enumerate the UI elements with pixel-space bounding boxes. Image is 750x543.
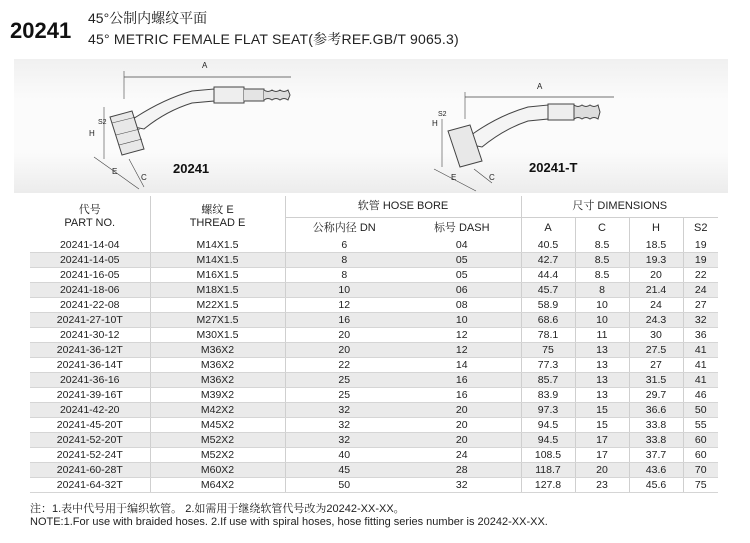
cell-dn: 32	[285, 418, 403, 433]
dim-c-right: C	[489, 173, 495, 182]
cell-dn: 32	[285, 403, 403, 418]
cell-dash: 04	[403, 238, 521, 253]
cell-thread: M52X2	[150, 448, 285, 463]
specification-table	[30, 196, 718, 493]
part-code: 20241	[10, 18, 72, 43]
header-thread-cn: 螺纹 E	[201, 204, 234, 216]
header-part-cn: 代号	[78, 204, 101, 216]
cell-part: 20241-36-16	[30, 373, 150, 388]
cell-dash: 14	[403, 358, 521, 373]
diagram-label-right: 20241-T	[529, 160, 578, 175]
cell-part: 20241-27-10T	[30, 313, 150, 328]
fitting-20241-T-drawing	[434, 92, 614, 191]
cell-dn: 10	[285, 283, 403, 298]
cell-s2: 46	[683, 388, 718, 403]
cell-thread: M27X1.5	[150, 313, 285, 328]
cell-c: 13	[575, 373, 629, 388]
header-h: H	[629, 218, 683, 239]
cell-dash: 20	[403, 418, 521, 433]
dim-h-left: H	[89, 129, 95, 138]
dim-e-right: E	[451, 173, 457, 182]
cell-a: 40.5	[521, 238, 575, 253]
cell-a: 94.5	[521, 433, 575, 448]
cell-part: 20241-36-14T	[30, 358, 150, 373]
cell-c: 11	[575, 328, 629, 343]
cell-part: 20241-42-20	[30, 403, 150, 418]
header-dn: 公称内径 DN	[285, 218, 403, 239]
cell-dash: 28	[403, 463, 521, 478]
cell-c: 20	[575, 463, 629, 478]
dim-s2-right: S2	[438, 111, 447, 118]
cell-dash: 20	[403, 403, 521, 418]
cell-thread: M39X2	[150, 388, 285, 403]
header-hose-bore: 软管 HOSE BORE	[285, 196, 521, 218]
cell-s2: 22	[683, 268, 718, 283]
cell-dash: 05	[403, 253, 521, 268]
cell-a: 45.7	[521, 283, 575, 298]
cell-thread: M18X1.5	[150, 283, 285, 298]
cell-thread: M42X2	[150, 403, 285, 418]
diagram-panel	[14, 59, 728, 193]
dim-s2-left: S2	[98, 119, 107, 126]
header-part	[30, 196, 150, 238]
cell-c: 10	[575, 298, 629, 313]
cell-c: 13	[575, 343, 629, 358]
cell-part: 20241-64-32T	[30, 478, 150, 493]
table-row	[30, 418, 718, 433]
cell-dn: 12	[285, 298, 403, 313]
table-row	[30, 328, 718, 343]
cell-h: 37.7	[629, 448, 683, 463]
cell-c: 15	[575, 418, 629, 433]
cell-c: 13	[575, 388, 629, 403]
table-row	[30, 433, 718, 448]
table-row	[30, 298, 718, 313]
cell-part: 20241-18-06	[30, 283, 150, 298]
cell-h: 21.4	[629, 283, 683, 298]
cell-c: 13	[575, 358, 629, 373]
cell-a: 85.7	[521, 373, 575, 388]
header-part-en: PART NO.	[64, 217, 116, 229]
cell-dash: 08	[403, 298, 521, 313]
cell-dn: 20	[285, 328, 403, 343]
cell-s2: 32	[683, 313, 718, 328]
cell-a: 68.6	[521, 313, 575, 328]
cell-c: 10	[575, 313, 629, 328]
cell-thread: M14X1.5	[150, 238, 285, 253]
cell-h: 45.6	[629, 478, 683, 493]
cell-dn: 45	[285, 463, 403, 478]
header-thread	[150, 196, 285, 238]
cell-a: 44.4	[521, 268, 575, 283]
table-row	[30, 358, 718, 373]
cell-part: 20241-16-05	[30, 268, 150, 283]
cell-part: 20241-36-12T	[30, 343, 150, 358]
cell-h: 30	[629, 328, 683, 343]
cell-a: 127.8	[521, 478, 575, 493]
cell-part: 20241-45-20T	[30, 418, 150, 433]
cell-part: 20241-60-28T	[30, 463, 150, 478]
cell-h: 18.5	[629, 238, 683, 253]
cell-dn: 20	[285, 343, 403, 358]
cell-c: 8.5	[575, 268, 629, 283]
cell-s2: 41	[683, 373, 718, 388]
cell-s2: 41	[683, 343, 718, 358]
cell-h: 27	[629, 358, 683, 373]
cell-dn: 8	[285, 268, 403, 283]
cell-s2: 50	[683, 403, 718, 418]
cell-c: 8	[575, 283, 629, 298]
table-row	[30, 448, 718, 463]
cell-s2: 41	[683, 358, 718, 373]
cell-part: 20241-14-05	[30, 253, 150, 268]
header-dimensions: 尺寸 DIMENSIONS	[521, 196, 718, 218]
cell-dn: 50	[285, 478, 403, 493]
cell-thread: M60X2	[150, 463, 285, 478]
table-row	[30, 238, 718, 253]
cell-s2: 60	[683, 433, 718, 448]
header-c: C	[575, 218, 629, 239]
cell-dash: 12	[403, 328, 521, 343]
cell-s2: 36	[683, 328, 718, 343]
cell-h: 19.3	[629, 253, 683, 268]
cell-dash: 20	[403, 433, 521, 448]
header-thread-en: THREAD E	[189, 217, 246, 229]
cell-h: 29.7	[629, 388, 683, 403]
cell-a: 75	[521, 343, 575, 358]
fitting-drawings	[14, 59, 728, 193]
cell-c: 17	[575, 433, 629, 448]
table-row	[30, 313, 718, 328]
cell-thread: M36X2	[150, 358, 285, 373]
dim-e-left: E	[112, 167, 118, 176]
cell-a: 58.9	[521, 298, 575, 313]
title-chinese: 45°公制内螺纹平面	[88, 10, 208, 26]
cell-h: 43.6	[629, 463, 683, 478]
cell-dash: 16	[403, 373, 521, 388]
cell-h: 20	[629, 268, 683, 283]
table-row	[30, 478, 718, 493]
dim-a-left: A	[202, 61, 208, 70]
cell-h: 36.6	[629, 403, 683, 418]
cell-thread: M36X2	[150, 343, 285, 358]
cell-s2: 19	[683, 238, 718, 253]
cell-h: 24.3	[629, 313, 683, 328]
cell-dn: 40	[285, 448, 403, 463]
table-row	[30, 403, 718, 418]
diagram-label-left: 20241	[173, 161, 210, 176]
cell-dash: 24	[403, 448, 521, 463]
cell-s2: 19	[683, 253, 718, 268]
cell-dash: 16	[403, 388, 521, 403]
cell-dash: 32	[403, 478, 521, 493]
header-s2: S2	[683, 218, 718, 239]
header-a: A	[521, 218, 575, 239]
cell-dn: 25	[285, 373, 403, 388]
dim-h-right: H	[432, 119, 438, 128]
note-english: NOTE:1.For use with braided hoses. 2.If use with spiral hoses, hose fitting series number is 20242-XX-XX.	[30, 516, 548, 528]
table-row	[30, 388, 718, 403]
cell-thread: M30X1.5	[150, 328, 285, 343]
cell-h: 24	[629, 298, 683, 313]
table-row	[30, 343, 718, 358]
cell-dn: 25	[285, 388, 403, 403]
cell-part: 20241-14-04	[30, 238, 150, 253]
cell-dash: 05	[403, 268, 521, 283]
note-chinese: 注：1.表中代号用于编织软管。 2.如需用于继绕软管代号改为20242-XX-XX。	[30, 503, 405, 515]
cell-h: 31.5	[629, 373, 683, 388]
cell-dash: 10	[403, 313, 521, 328]
cell-dn: 22	[285, 358, 403, 373]
cell-dn: 8	[285, 253, 403, 268]
header-dash: 标号 DASH	[433, 221, 490, 234]
cell-s2: 60	[683, 448, 718, 463]
dim-c-left: C	[141, 173, 147, 182]
cell-c: 8.5	[575, 253, 629, 268]
cell-dn: 32	[285, 433, 403, 448]
cell-a: 108.5	[521, 448, 575, 463]
cell-c: 8.5	[575, 238, 629, 253]
cell-thread: M14X1.5	[150, 253, 285, 268]
cell-dash: 12	[403, 343, 521, 358]
table-row	[30, 463, 718, 478]
cell-part: 20241-30-12	[30, 328, 150, 343]
cell-part: 20241-52-24T	[30, 448, 150, 463]
cell-s2: 75	[683, 478, 718, 493]
cell-thread: M36X2	[150, 373, 285, 388]
cell-dn: 16	[285, 313, 403, 328]
cell-a: 77.3	[521, 358, 575, 373]
cell-a: 97.3	[521, 403, 575, 418]
cell-thread: M22X1.5	[150, 298, 285, 313]
cell-a: 83.9	[521, 388, 575, 403]
cell-thread: M45X2	[150, 418, 285, 433]
cell-dn: 6	[285, 238, 403, 253]
cell-a: 78.1	[521, 328, 575, 343]
cell-dash: 06	[403, 283, 521, 298]
cell-c: 17	[575, 448, 629, 463]
table-row	[30, 373, 718, 388]
cell-h: 33.8	[629, 433, 683, 448]
title-english: 45° METRIC FEMALE FLAT SEAT(参考REF.GB/T 9065.3)	[88, 31, 459, 47]
cell-h: 27.5	[629, 343, 683, 358]
cell-s2: 70	[683, 463, 718, 478]
cell-c: 23	[575, 478, 629, 493]
cell-a: 42.7	[521, 253, 575, 268]
cell-part: 20241-39-16T	[30, 388, 150, 403]
cell-s2: 55	[683, 418, 718, 433]
cell-s2: 24	[683, 283, 718, 298]
cell-thread: M52X2	[150, 433, 285, 448]
cell-part: 20241-22-08	[30, 298, 150, 313]
table-row	[30, 283, 718, 298]
cell-s2: 27	[683, 298, 718, 313]
cell-a: 118.7	[521, 463, 575, 478]
table-body	[30, 238, 718, 493]
cell-h: 33.8	[629, 418, 683, 433]
cell-thread: M64X2	[150, 478, 285, 493]
cell-thread: M16X1.5	[150, 268, 285, 283]
table-row	[30, 253, 718, 268]
cell-c: 15	[575, 403, 629, 418]
dim-a-right: A	[537, 82, 543, 91]
cell-a: 94.5	[521, 418, 575, 433]
cell-part: 20241-52-20T	[30, 433, 150, 448]
table-row	[30, 268, 718, 283]
